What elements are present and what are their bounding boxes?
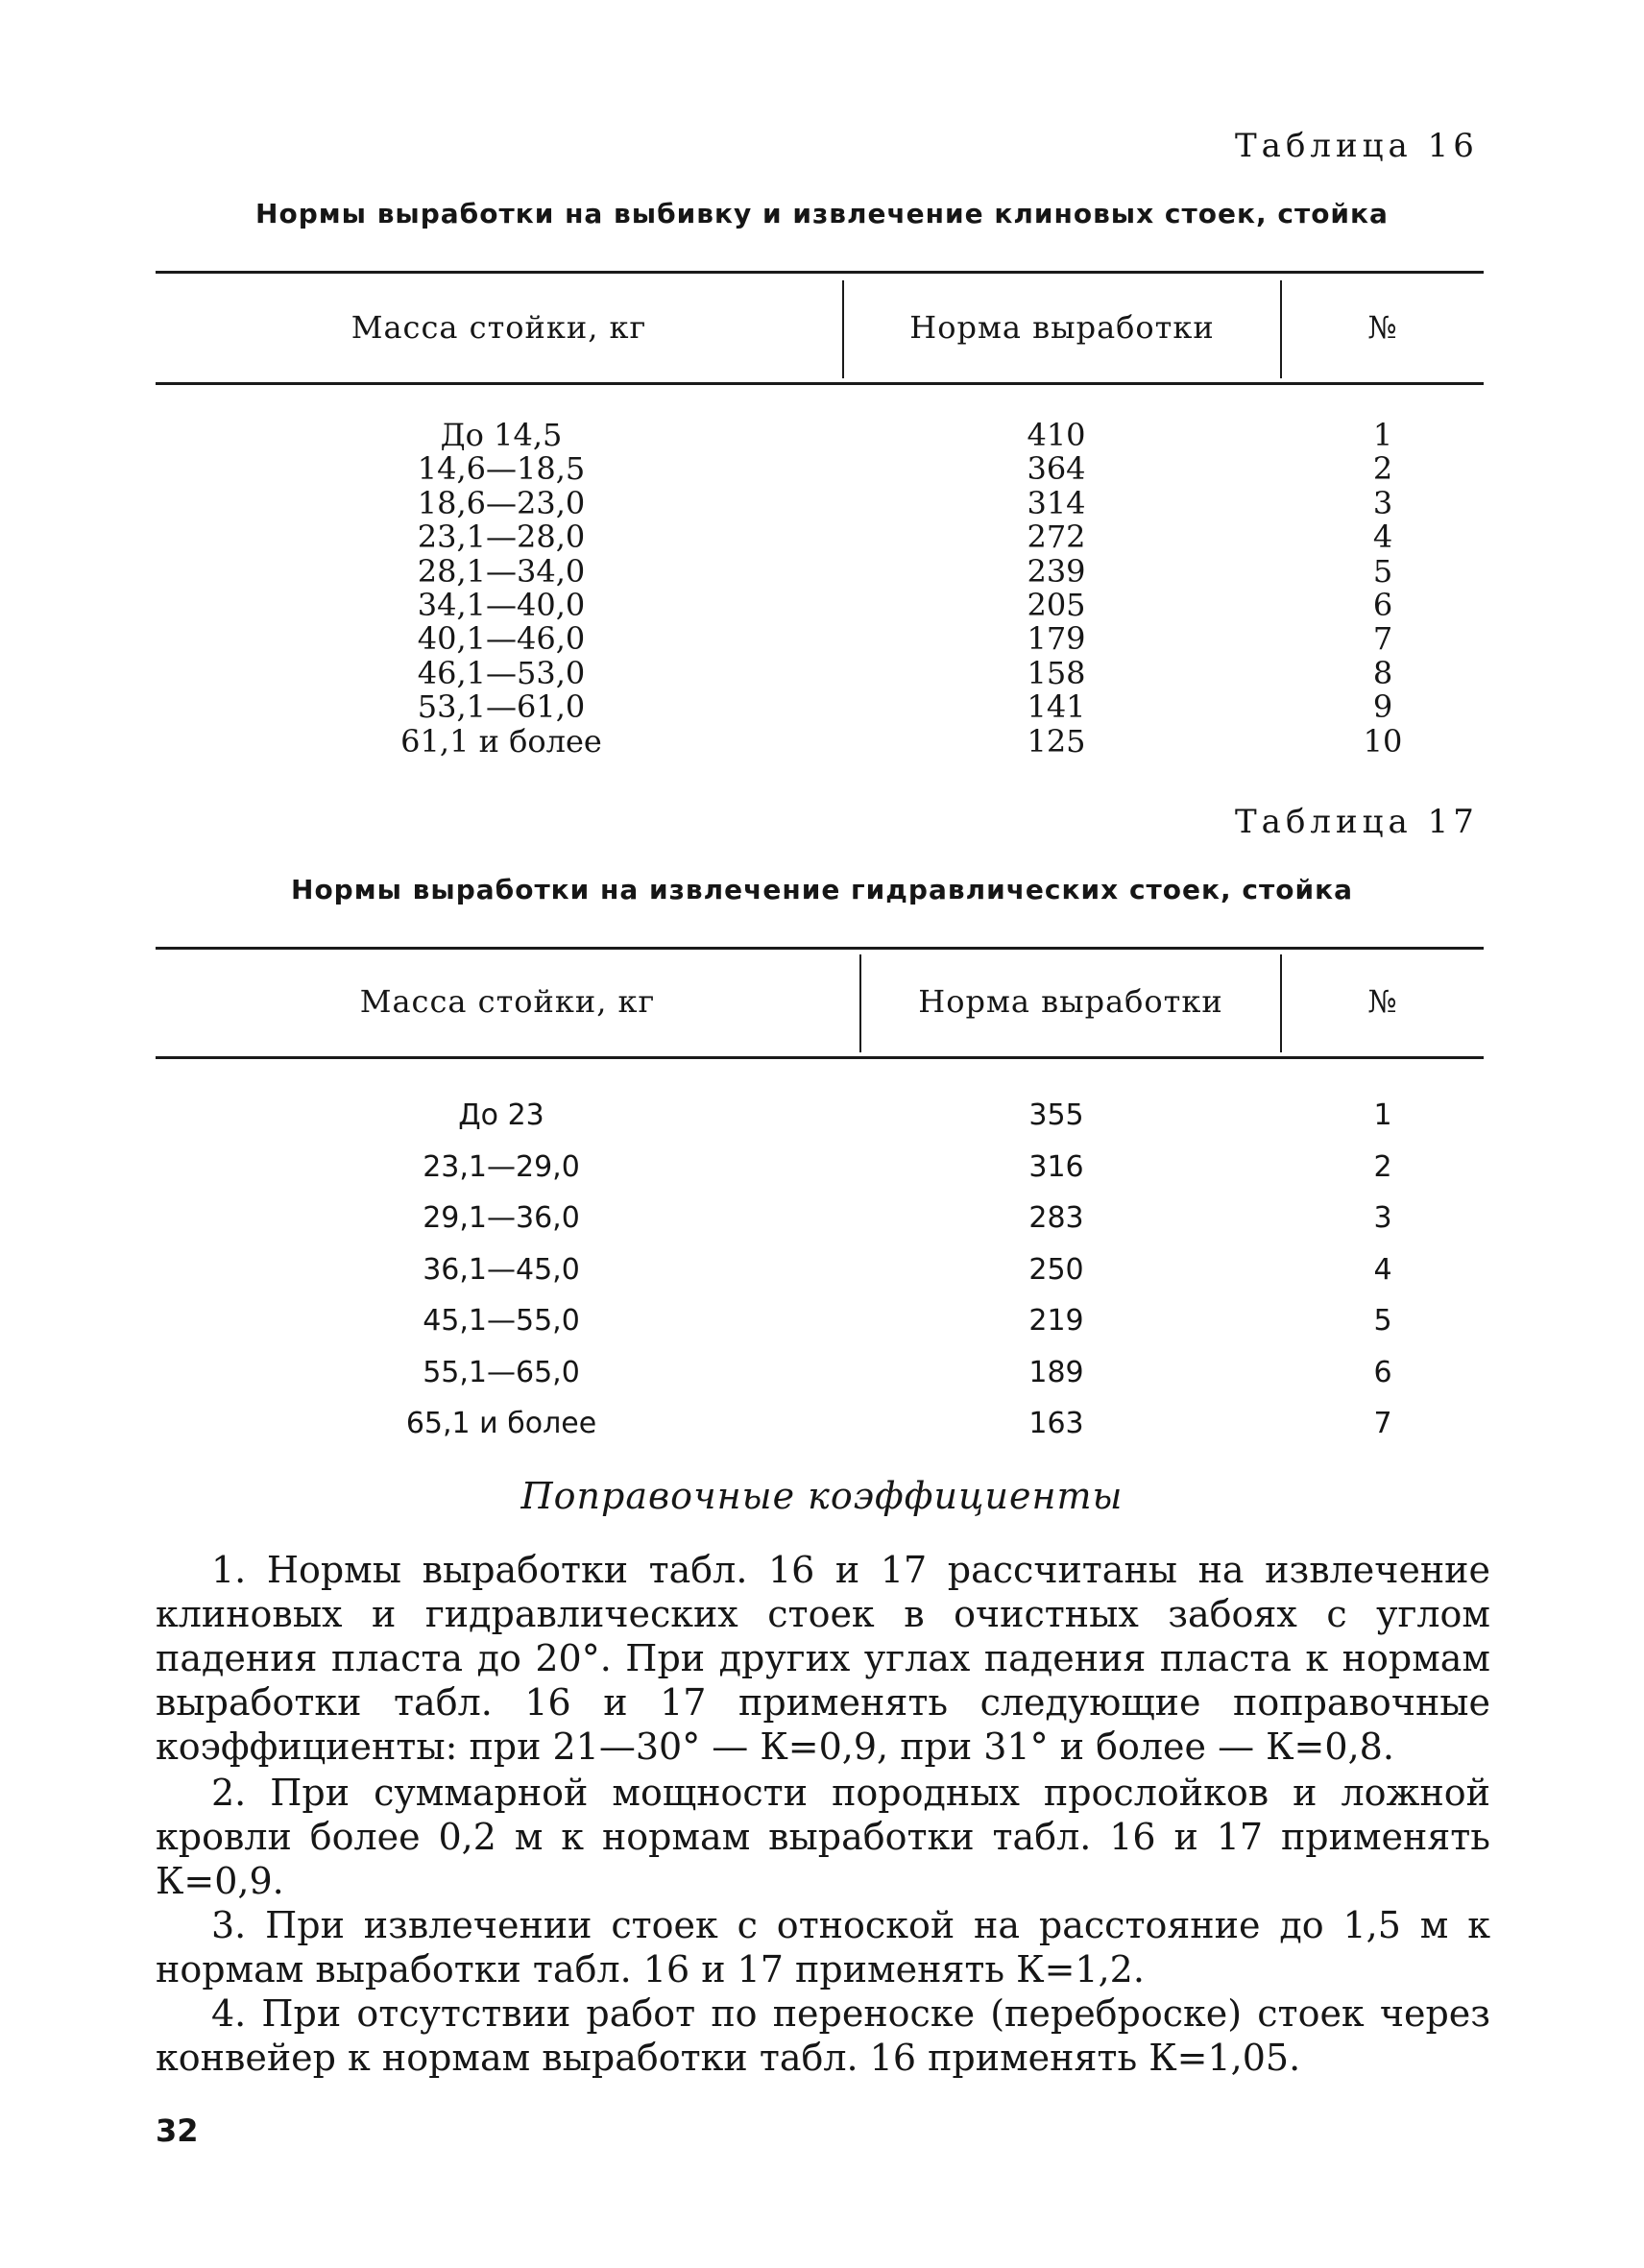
correction-paragraph-3: 3. При извлечении стоек с отноской на расстояние до 1,5 м к нормам выработки табл. 16 и 17 применять К=1,2. xyxy=(156,1904,1490,1991)
table-cell: 219 xyxy=(1028,1304,1084,1338)
table-cell: 239 xyxy=(1027,552,1086,590)
correction-paragraph-1: 1. Нормы выработки табл. 16 и 17 рассчитаны на извлечение клиновых и гидравлических стоек в очистных забоях с углом падения пласта до 20°. При других углах падения пласта к нормам выработки табл. 16 и 17 применять следующие поправочные коэффициенты: при 21—30° — К=0,9, при 31° и более — К=0,8. xyxy=(156,1549,1490,1768)
table-17-caption: Таблица 17 xyxy=(1235,803,1479,841)
table-16-top-rule xyxy=(156,271,1484,274)
page-number: 32 xyxy=(156,2112,199,2149)
table-17-header-number: № xyxy=(1367,983,1398,1020)
table-cell: 53,1—61,0 xyxy=(417,688,586,726)
table-cell: 125 xyxy=(1027,722,1086,760)
table-cell: 5 xyxy=(1372,552,1393,590)
table-cell: 46,1—53,0 xyxy=(417,654,586,691)
table-cell: 410 xyxy=(1027,417,1086,453)
table-cell: 23,1—29,0 xyxy=(423,1149,580,1184)
table-cell: 5 xyxy=(1373,1304,1392,1338)
table-cell: 61,1 и более xyxy=(400,722,602,760)
table-cell: До 23 xyxy=(458,1098,544,1132)
table-cell: 250 xyxy=(1028,1252,1084,1287)
table-cell: 314 xyxy=(1027,484,1086,521)
table-17-header-rule xyxy=(156,1056,1484,1059)
correction-paragraph-2: 2. При суммарной мощности породных прослойков и ложной кровли более 0,2 м к нормам выработки табл. 16 и 17 применять К=0,9. xyxy=(156,1772,1490,1902)
table-cell: 272 xyxy=(1027,519,1086,556)
table-cell: 2 xyxy=(1372,450,1393,488)
table-cell: 3 xyxy=(1373,1201,1392,1235)
table-cell: 205 xyxy=(1027,587,1086,623)
table-16-title: Нормы выработки на выбивку и извлечение клиновых стоек, стойка xyxy=(255,198,1389,229)
table-cell: 141 xyxy=(1027,688,1086,726)
table-cell: 283 xyxy=(1028,1201,1084,1235)
table-cell: 355 xyxy=(1028,1098,1084,1132)
table-17-title: Нормы выработки на извлечение гидравлических стоек, стойка xyxy=(291,874,1353,905)
table-cell: 28,1—34,0 xyxy=(417,552,586,590)
table-cell: 55,1—65,0 xyxy=(423,1355,580,1389)
table-cell: 179 xyxy=(1027,620,1086,658)
table-cell: 158 xyxy=(1027,654,1086,691)
corrections-heading: Поправочные коэффициенты xyxy=(520,1475,1124,1517)
table-cell: 23,1—28,0 xyxy=(417,519,586,556)
table-cell: 10 xyxy=(1363,722,1403,760)
table-cell: 40,1—46,0 xyxy=(417,620,586,658)
table-16-header-mass: Масса стойки, кг xyxy=(351,309,647,346)
table-cell: 36,1—45,0 xyxy=(423,1252,580,1287)
table-17-top-rule xyxy=(156,947,1484,950)
table-cell: 6 xyxy=(1373,1355,1392,1389)
correction-paragraph-4: 4. При отсутствии работ по переноске (переброске) стоек через конвейер к нормам выработки табл. 16 применять К=1,05. xyxy=(156,1992,1490,2079)
table-cell: 14,6—18,5 xyxy=(417,450,586,488)
table-cell: 4 xyxy=(1373,1252,1392,1287)
table-cell: 163 xyxy=(1028,1407,1084,1440)
table-cell: 18,6—23,0 xyxy=(417,484,586,521)
table-16-header-rule xyxy=(156,382,1484,385)
table-cell: 45,1—55,0 xyxy=(423,1304,580,1338)
table-cell: 4 xyxy=(1372,519,1393,556)
table-cell: 189 xyxy=(1028,1355,1084,1389)
table-cell: 8 xyxy=(1372,654,1393,691)
table-cell: 7 xyxy=(1372,620,1393,658)
table-cell: 7 xyxy=(1373,1407,1392,1440)
table-cell: 364 xyxy=(1027,450,1086,488)
table-17-header-mass: Масса стойки, кг xyxy=(359,983,656,1020)
table-cell: 6 xyxy=(1372,587,1393,623)
table-16-header-number: № xyxy=(1367,309,1398,346)
table-16-caption: Таблица 16 xyxy=(1235,127,1479,165)
table-cell: 1 xyxy=(1372,417,1393,453)
table-cell: 316 xyxy=(1028,1149,1084,1184)
table-cell: 9 xyxy=(1372,688,1393,726)
table-cell: 29,1—36,0 xyxy=(423,1201,580,1235)
table-cell: 1 xyxy=(1373,1098,1392,1132)
table-cell: 2 xyxy=(1373,1149,1392,1184)
table-cell: До 14,5 xyxy=(440,417,563,453)
table-cell: 34,1—40,0 xyxy=(417,587,586,623)
table-cell: 3 xyxy=(1372,484,1393,521)
table-cell: 65,1 и более xyxy=(405,1407,597,1440)
table-16-header-norm: Норма выработки xyxy=(909,309,1215,346)
table-17-header-norm: Норма выработки xyxy=(918,983,1223,1020)
